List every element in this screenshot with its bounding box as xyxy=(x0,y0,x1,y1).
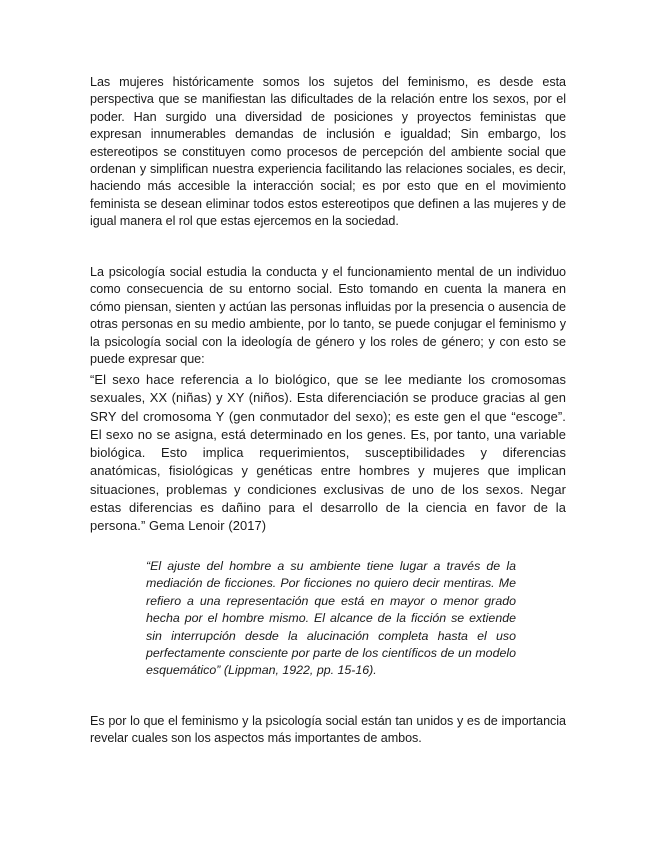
quote-lenoir: “El sexo hace referencia a lo biológico, que se lee mediante los cromosomas sexuales, XX (niñas) y XY (niños). Esta diferenciación se produce gracias al gen SRY del cromosoma Y (gen conmutador del sexo); es este gen el que “escoge”. El sexo no se asigna, está determinado en los genes. Es, por tanto, una variable biológica. Esto implica requerimientos, susceptibilidades y diferencias anatómicas, fisiológicas y genéticas entre hombres y mujeres que implican situaciones, problemas y condiciones exclusivas de uno de los sexos. Negar estas diferencias es dañino para el desarrollo de la ciencia en favor de la persona.” Gema Lenoir (2017) xyxy=(90,372,566,534)
paragraph-intro: Las mujeres históricamente somos los sujetos del feminismo, es desde esta perspectiva que se manifiestan las dificultades de la relación entre los sexos, por el poder. Han surgido una diversidad de posiciones y proyectos feministas que expresan innumerables demandas de inclusión e igualdad; Sin embargo, los estereotipos se constituyen como procesos de percepción del ambiente social que ordenan y simplifican nuestra experiencia facilitando las relaciones sociales, es decir, haciendo más accesible la interacción social; es por esto que en el movimiento feminista se desean eliminar todos estos estereotipos que definen a las mujeres y de igual manera el rol que estas ejercemos en la sociedad. xyxy=(90,75,566,229)
paragraph-social-psychology: La psicología social estudia la conducta y el funcionamiento mental de un individuo como consecuencia de su entorno social. Esto tomando en cuenta la manera en cómo piensan, sienten y actúan las personas influidas por la presencia o ausencia de otras personas en su medio ambiente, por lo tanto, se puede conjugar el feminismo y la psicología social con la ideología de género y los roles de género; y con esto se puede expresar que: xyxy=(90,265,566,367)
paragraph-conclusion: Es por lo que el feminismo y la psicología social están tan unidos y es de importancia revelar cuales son los aspectos más importantes de ambos. xyxy=(90,714,566,746)
block-quote-lippman: “El ajuste del hombre a su ambiente tiene lugar a través de la mediación de ficciones. Por ficciones no quiero decir mentiras. Me refiero a una representación que está en mayor o menor grado hecha por el hombre mismo. El alcance de la ficción se extiende sin interrupción desde la alucinación completa hasta el uso perfectamente consciente por parte de los científicos de un modelo esquemático” (Lippman, 1922, pp. 15-16). xyxy=(146,559,516,678)
